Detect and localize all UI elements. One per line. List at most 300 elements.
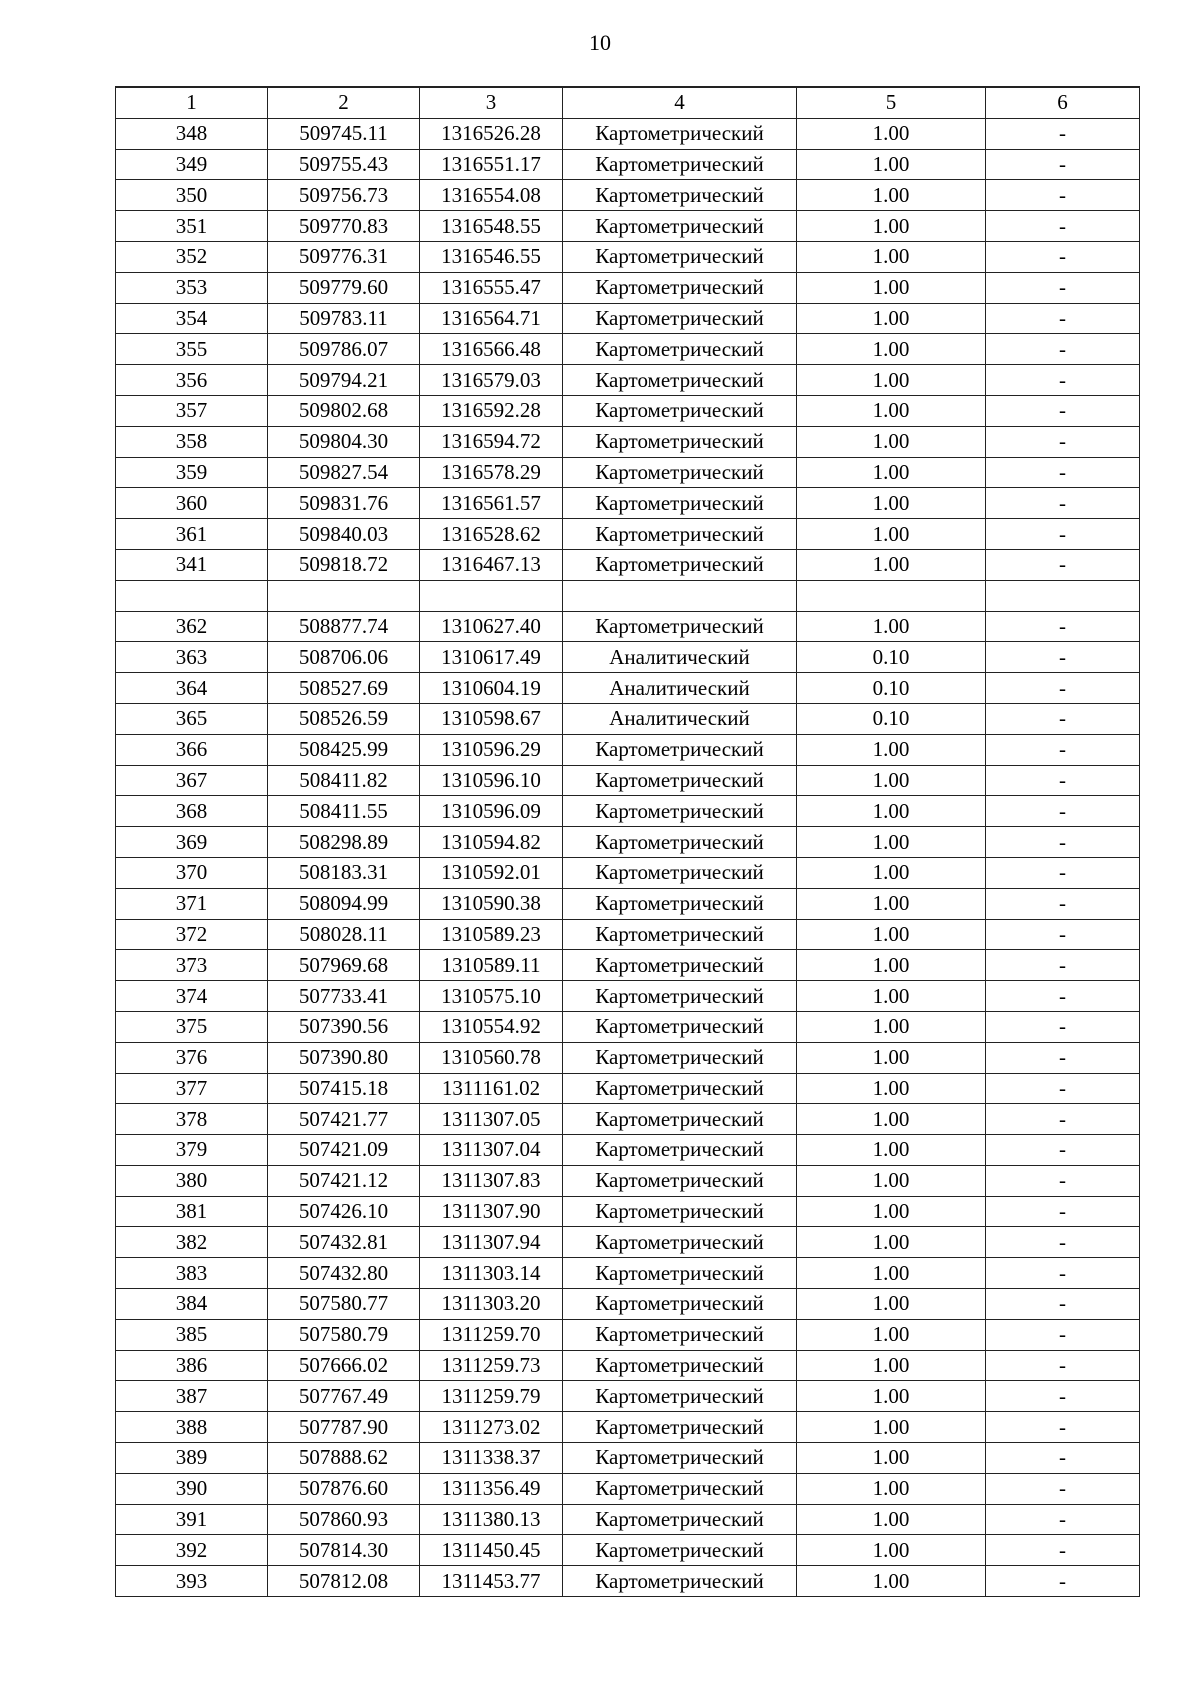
accuracy-cell: 1.00 — [797, 950, 986, 981]
point-number-cell: 374 — [116, 981, 268, 1012]
point-number-cell: 341 — [116, 549, 268, 580]
note-cell: - — [986, 1165, 1140, 1196]
accuracy-cell: 1.00 — [797, 1566, 986, 1597]
y-coordinate-cell: 1310592.01 — [420, 857, 563, 888]
note-cell: - — [986, 1011, 1140, 1042]
method-cell: Картометрический — [563, 211, 797, 242]
note-cell: - — [986, 734, 1140, 765]
y-coordinate-cell: 1316551.17 — [420, 149, 563, 180]
note-cell: - — [986, 1104, 1140, 1135]
x-coordinate-cell: 508425.99 — [268, 734, 420, 765]
x-coordinate-cell: 507812.08 — [268, 1566, 420, 1597]
column-header-1: 1 — [116, 87, 268, 118]
method-cell: Картометрический — [563, 334, 797, 365]
method-cell: Картометрический — [563, 1135, 797, 1166]
accuracy-cell: 1.00 — [797, 1011, 986, 1042]
x-coordinate-cell: 508527.69 — [268, 673, 420, 704]
note-cell: - — [986, 241, 1140, 272]
y-coordinate-cell: 1311356.49 — [420, 1473, 563, 1504]
note-cell: - — [986, 1350, 1140, 1381]
x-coordinate-cell — [268, 580, 420, 611]
column-header-3: 3 — [420, 87, 563, 118]
table-row — [116, 1381, 1140, 1412]
y-coordinate-cell: 1311307.94 — [420, 1227, 563, 1258]
accuracy-cell: 1.00 — [797, 919, 986, 950]
accuracy-cell: 1.00 — [797, 888, 986, 919]
table-row — [116, 1011, 1140, 1042]
x-coordinate-cell: 507432.81 — [268, 1227, 420, 1258]
table-row — [116, 1289, 1140, 1320]
x-coordinate-cell: 507969.68 — [268, 950, 420, 981]
y-coordinate-cell: 1310575.10 — [420, 981, 563, 1012]
y-coordinate-cell: 1316592.28 — [420, 395, 563, 426]
table-row — [116, 549, 1140, 580]
point-number-cell: 363 — [116, 642, 268, 673]
method-cell: Картометрический — [563, 857, 797, 888]
x-coordinate-cell: 507767.49 — [268, 1381, 420, 1412]
point-number-cell: 350 — [116, 180, 268, 211]
point-number-cell: 356 — [116, 365, 268, 396]
y-coordinate-cell: 1316561.57 — [420, 488, 563, 519]
method-cell: Картометрический — [563, 1165, 797, 1196]
point-number-cell: 381 — [116, 1196, 268, 1227]
note-cell: - — [986, 1227, 1140, 1258]
point-number-cell: 360 — [116, 488, 268, 519]
note-cell: - — [986, 1381, 1140, 1412]
accuracy-cell: 1.00 — [797, 365, 986, 396]
point-number-cell: 369 — [116, 827, 268, 858]
accuracy-cell: 0.10 — [797, 703, 986, 734]
table-row — [116, 857, 1140, 888]
y-coordinate-cell — [420, 580, 563, 611]
accuracy-cell: 1.00 — [797, 1381, 986, 1412]
point-number-cell: 361 — [116, 519, 268, 550]
y-coordinate-cell: 1311307.83 — [420, 1165, 563, 1196]
x-coordinate-cell: 507421.09 — [268, 1135, 420, 1166]
table-row — [116, 919, 1140, 950]
point-number-cell: 354 — [116, 303, 268, 334]
method-cell: Картометрический — [563, 734, 797, 765]
point-number-cell: 384 — [116, 1289, 268, 1320]
point-number-cell: 371 — [116, 888, 268, 919]
table-row — [116, 303, 1140, 334]
x-coordinate-cell: 507421.77 — [268, 1104, 420, 1135]
y-coordinate-cell: 1316554.08 — [420, 180, 563, 211]
accuracy-cell: 0.10 — [797, 673, 986, 704]
method-cell: Картометрический — [563, 1227, 797, 1258]
x-coordinate-cell: 509786.07 — [268, 334, 420, 365]
point-number-cell: 348 — [116, 118, 268, 149]
header-row — [116, 87, 1140, 118]
accuracy-cell: 1.00 — [797, 272, 986, 303]
note-cell: - — [986, 395, 1140, 426]
y-coordinate-cell: 1316467.13 — [420, 549, 563, 580]
note-cell: - — [986, 1042, 1140, 1073]
accuracy-cell: 1.00 — [797, 1104, 986, 1135]
method-cell: Картометрический — [563, 1289, 797, 1320]
accuracy-cell: 1.00 — [797, 149, 986, 180]
point-number-cell: 389 — [116, 1443, 268, 1474]
y-coordinate-cell: 1311338.37 — [420, 1443, 563, 1474]
x-coordinate-cell: 509756.73 — [268, 180, 420, 211]
table-row — [116, 180, 1140, 211]
note-cell: - — [986, 211, 1140, 242]
x-coordinate-cell: 509794.21 — [268, 365, 420, 396]
table-row — [116, 827, 1140, 858]
x-coordinate-cell: 507888.62 — [268, 1443, 420, 1474]
table-row — [116, 395, 1140, 426]
y-coordinate-cell: 1310598.67 — [420, 703, 563, 734]
accuracy-cell: 1.00 — [797, 1289, 986, 1320]
y-coordinate-cell: 1316594.72 — [420, 426, 563, 457]
accuracy-cell: 1.00 — [797, 118, 986, 149]
accuracy-cell: 1.00 — [797, 1196, 986, 1227]
x-coordinate-cell: 509779.60 — [268, 272, 420, 303]
note-cell: - — [986, 919, 1140, 950]
y-coordinate-cell: 1311453.77 — [420, 1566, 563, 1597]
point-number-cell: 380 — [116, 1165, 268, 1196]
note-cell: - — [986, 1319, 1140, 1350]
x-coordinate-cell: 507426.10 — [268, 1196, 420, 1227]
y-coordinate-cell: 1310627.40 — [420, 611, 563, 642]
table-row — [116, 950, 1140, 981]
point-number-cell: 377 — [116, 1073, 268, 1104]
table-row — [116, 1258, 1140, 1289]
x-coordinate-cell: 509755.43 — [268, 149, 420, 180]
method-cell: Картометрический — [563, 765, 797, 796]
y-coordinate-cell: 1310596.09 — [420, 796, 563, 827]
x-coordinate-cell: 508028.11 — [268, 919, 420, 950]
note-cell: - — [986, 549, 1140, 580]
table-row — [116, 981, 1140, 1012]
table-row — [116, 580, 1140, 611]
y-coordinate-cell: 1310594.82 — [420, 827, 563, 858]
x-coordinate-cell: 509745.11 — [268, 118, 420, 149]
method-cell: Картометрический — [563, 488, 797, 519]
y-coordinate-cell: 1316564.71 — [420, 303, 563, 334]
note-cell: - — [986, 334, 1140, 365]
y-coordinate-cell: 1316555.47 — [420, 272, 563, 303]
note-cell: - — [986, 642, 1140, 673]
method-cell: Аналитический — [563, 673, 797, 704]
method-cell: Картометрический — [563, 1443, 797, 1474]
accuracy-cell: 1.00 — [797, 1227, 986, 1258]
method-cell: Аналитический — [563, 703, 797, 734]
point-number-cell: 391 — [116, 1504, 268, 1535]
y-coordinate-cell: 1311259.79 — [420, 1381, 563, 1412]
method-cell: Картометрический — [563, 888, 797, 919]
note-cell: - — [986, 457, 1140, 488]
x-coordinate-cell: 508877.74 — [268, 611, 420, 642]
y-coordinate-cell: 1316579.03 — [420, 365, 563, 396]
method-cell: Картометрический — [563, 950, 797, 981]
table-row — [116, 118, 1140, 149]
point-number-cell: 376 — [116, 1042, 268, 1073]
accuracy-cell: 1.00 — [797, 180, 986, 211]
table-body — [116, 87, 1140, 1597]
method-cell: Картометрический — [563, 549, 797, 580]
y-coordinate-cell: 1311303.20 — [420, 1289, 563, 1320]
y-coordinate-cell: 1311259.70 — [420, 1319, 563, 1350]
point-number-cell: 383 — [116, 1258, 268, 1289]
accuracy-cell: 1.00 — [797, 1073, 986, 1104]
y-coordinate-cell: 1311307.04 — [420, 1135, 563, 1166]
x-coordinate-cell: 509827.54 — [268, 457, 420, 488]
point-number-cell: 382 — [116, 1227, 268, 1258]
point-number-cell: 393 — [116, 1566, 268, 1597]
column-header-5: 5 — [797, 87, 986, 118]
x-coordinate-cell: 507580.79 — [268, 1319, 420, 1350]
y-coordinate-cell: 1311380.13 — [420, 1504, 563, 1535]
note-cell: - — [986, 1566, 1140, 1597]
column-header-6: 6 — [986, 87, 1140, 118]
point-number-cell: 364 — [116, 673, 268, 704]
accuracy-cell: 1.00 — [797, 734, 986, 765]
accuracy-cell: 1.00 — [797, 611, 986, 642]
table-row — [116, 888, 1140, 919]
accuracy-cell: 1.00 — [797, 857, 986, 888]
accuracy-cell: 1.00 — [797, 549, 986, 580]
method-cell: Картометрический — [563, 1196, 797, 1227]
point-number-cell: 388 — [116, 1412, 268, 1443]
accuracy-cell — [797, 580, 986, 611]
x-coordinate-cell: 509840.03 — [268, 519, 420, 550]
x-coordinate-cell: 509783.11 — [268, 303, 420, 334]
note-cell: - — [986, 673, 1140, 704]
method-cell: Картометрический — [563, 118, 797, 149]
method-cell: Картометрический — [563, 1104, 797, 1135]
note-cell: - — [986, 1196, 1140, 1227]
note-cell: - — [986, 149, 1140, 180]
method-cell — [563, 580, 797, 611]
table-row — [116, 426, 1140, 457]
x-coordinate-cell: 507860.93 — [268, 1504, 420, 1535]
table-row — [116, 1535, 1140, 1566]
note-cell: - — [986, 1258, 1140, 1289]
x-coordinate-cell: 508183.31 — [268, 857, 420, 888]
accuracy-cell: 1.00 — [797, 457, 986, 488]
point-number-cell: 351 — [116, 211, 268, 242]
accuracy-cell: 1.00 — [797, 1319, 986, 1350]
y-coordinate-cell: 1311303.14 — [420, 1258, 563, 1289]
method-cell: Картометрический — [563, 272, 797, 303]
method-cell: Картометрический — [563, 1319, 797, 1350]
table-row — [116, 611, 1140, 642]
x-coordinate-cell: 507432.80 — [268, 1258, 420, 1289]
y-coordinate-cell: 1310617.49 — [420, 642, 563, 673]
accuracy-cell: 1.00 — [797, 426, 986, 457]
x-coordinate-cell: 509831.76 — [268, 488, 420, 519]
point-number-cell: 392 — [116, 1535, 268, 1566]
method-cell: Картометрический — [563, 426, 797, 457]
y-coordinate-cell: 1310596.29 — [420, 734, 563, 765]
table-row — [116, 734, 1140, 765]
x-coordinate-cell: 508298.89 — [268, 827, 420, 858]
table-row — [116, 673, 1140, 704]
y-coordinate-cell: 1316528.62 — [420, 519, 563, 550]
table-row — [116, 796, 1140, 827]
x-coordinate-cell: 508706.06 — [268, 642, 420, 673]
table-row — [116, 1566, 1140, 1597]
method-cell: Картометрический — [563, 1566, 797, 1597]
note-cell: - — [986, 1135, 1140, 1166]
method-cell: Картометрический — [563, 149, 797, 180]
table-row — [116, 1443, 1140, 1474]
point-number-cell: 365 — [116, 703, 268, 734]
point-number-cell: 375 — [116, 1011, 268, 1042]
accuracy-cell: 1.00 — [797, 981, 986, 1012]
method-cell: Аналитический — [563, 642, 797, 673]
method-cell: Картометрический — [563, 365, 797, 396]
accuracy-cell: 1.00 — [797, 827, 986, 858]
note-cell: - — [986, 1535, 1140, 1566]
y-coordinate-cell: 1316566.48 — [420, 334, 563, 365]
table-row — [116, 488, 1140, 519]
y-coordinate-cell: 1310554.92 — [420, 1011, 563, 1042]
note-cell: - — [986, 1443, 1140, 1474]
point-number-cell: 385 — [116, 1319, 268, 1350]
accuracy-cell: 1.00 — [797, 796, 986, 827]
x-coordinate-cell: 507787.90 — [268, 1412, 420, 1443]
note-cell: - — [986, 765, 1140, 796]
method-cell: Картометрический — [563, 1011, 797, 1042]
x-coordinate-cell: 509804.30 — [268, 426, 420, 457]
accuracy-cell: 1.00 — [797, 334, 986, 365]
y-coordinate-cell: 1310590.38 — [420, 888, 563, 919]
method-cell: Картометрический — [563, 1504, 797, 1535]
note-cell: - — [986, 365, 1140, 396]
note-cell: - — [986, 950, 1140, 981]
table-row — [116, 1042, 1140, 1073]
accuracy-cell: 1.00 — [797, 395, 986, 426]
note-cell: - — [986, 1473, 1140, 1504]
x-coordinate-cell: 507415.18 — [268, 1073, 420, 1104]
note-cell: - — [986, 981, 1140, 1012]
table-row — [116, 241, 1140, 272]
note-cell: - — [986, 303, 1140, 334]
y-coordinate-cell: 1316548.55 — [420, 211, 563, 242]
accuracy-cell: 1.00 — [797, 303, 986, 334]
method-cell: Картометрический — [563, 395, 797, 426]
table-row — [116, 149, 1140, 180]
table-row — [116, 1165, 1140, 1196]
x-coordinate-cell: 508526.59 — [268, 703, 420, 734]
point-number-cell: 357 — [116, 395, 268, 426]
method-cell: Картометрический — [563, 1258, 797, 1289]
method-cell: Картометрический — [563, 1412, 797, 1443]
table-row — [116, 1073, 1140, 1104]
table-row — [116, 1135, 1140, 1166]
note-cell: - — [986, 611, 1140, 642]
x-coordinate-cell: 509776.31 — [268, 241, 420, 272]
table-row — [116, 211, 1140, 242]
method-cell: Картометрический — [563, 1473, 797, 1504]
note-cell: - — [986, 703, 1140, 734]
column-header-2: 2 — [268, 87, 420, 118]
x-coordinate-cell: 507421.12 — [268, 1165, 420, 1196]
point-number-cell: 353 — [116, 272, 268, 303]
table-row — [116, 272, 1140, 303]
method-cell: Картометрический — [563, 1535, 797, 1566]
method-cell: Картометрический — [563, 180, 797, 211]
point-number-cell: 386 — [116, 1350, 268, 1381]
accuracy-cell: 1.00 — [797, 519, 986, 550]
x-coordinate-cell: 508411.82 — [268, 765, 420, 796]
y-coordinate-cell: 1311307.05 — [420, 1104, 563, 1135]
point-number-cell: 372 — [116, 919, 268, 950]
table-row — [116, 457, 1140, 488]
accuracy-cell: 1.00 — [797, 1042, 986, 1073]
table-row — [116, 765, 1140, 796]
page-number: 10 — [589, 30, 611, 55]
x-coordinate-cell: 509802.68 — [268, 395, 420, 426]
table-row — [116, 1104, 1140, 1135]
method-cell: Картометрический — [563, 457, 797, 488]
accuracy-cell: 1.00 — [797, 211, 986, 242]
column-header-4: 4 — [563, 87, 797, 118]
point-number-cell: 390 — [116, 1473, 268, 1504]
point-number-cell: 367 — [116, 765, 268, 796]
x-coordinate-cell: 507876.60 — [268, 1473, 420, 1504]
method-cell: Картометрический — [563, 1350, 797, 1381]
y-coordinate-cell: 1311450.45 — [420, 1535, 563, 1566]
x-coordinate-cell: 508094.99 — [268, 888, 420, 919]
point-number-cell: 379 — [116, 1135, 268, 1166]
x-coordinate-cell: 508411.55 — [268, 796, 420, 827]
method-cell: Картометрический — [563, 1042, 797, 1073]
y-coordinate-cell: 1311273.02 — [420, 1412, 563, 1443]
point-number-cell — [116, 580, 268, 611]
y-coordinate-cell: 1310589.11 — [420, 950, 563, 981]
point-number-cell: 370 — [116, 857, 268, 888]
table-row — [116, 1196, 1140, 1227]
accuracy-cell: 1.00 — [797, 1535, 986, 1566]
accuracy-cell: 0.10 — [797, 642, 986, 673]
table-row — [116, 1473, 1140, 1504]
method-cell: Картометрический — [563, 981, 797, 1012]
method-cell: Картометрический — [563, 519, 797, 550]
method-cell: Картометрический — [563, 303, 797, 334]
table-row — [116, 334, 1140, 365]
table-row — [116, 519, 1140, 550]
accuracy-cell: 1.00 — [797, 241, 986, 272]
x-coordinate-cell: 507390.80 — [268, 1042, 420, 1073]
y-coordinate-cell: 1310589.23 — [420, 919, 563, 950]
point-number-cell: 352 — [116, 241, 268, 272]
note-cell — [986, 580, 1140, 611]
note-cell: - — [986, 118, 1140, 149]
x-coordinate-cell: 509770.83 — [268, 211, 420, 242]
point-number-cell: 366 — [116, 734, 268, 765]
accuracy-cell: 1.00 — [797, 1473, 986, 1504]
method-cell: Картометрический — [563, 827, 797, 858]
x-coordinate-cell: 509818.72 — [268, 549, 420, 580]
table-row — [116, 1412, 1140, 1443]
y-coordinate-cell: 1310560.78 — [420, 1042, 563, 1073]
accuracy-cell: 1.00 — [797, 1504, 986, 1535]
method-cell: Картометрический — [563, 796, 797, 827]
table-row — [116, 1350, 1140, 1381]
y-coordinate-cell: 1311259.73 — [420, 1350, 563, 1381]
note-cell: - — [986, 827, 1140, 858]
x-coordinate-cell: 507580.77 — [268, 1289, 420, 1320]
y-coordinate-cell: 1316526.28 — [420, 118, 563, 149]
y-coordinate-cell: 1310596.10 — [420, 765, 563, 796]
y-coordinate-cell: 1311307.90 — [420, 1196, 563, 1227]
note-cell: - — [986, 857, 1140, 888]
x-coordinate-cell: 507666.02 — [268, 1350, 420, 1381]
note-cell: - — [986, 1289, 1140, 1320]
